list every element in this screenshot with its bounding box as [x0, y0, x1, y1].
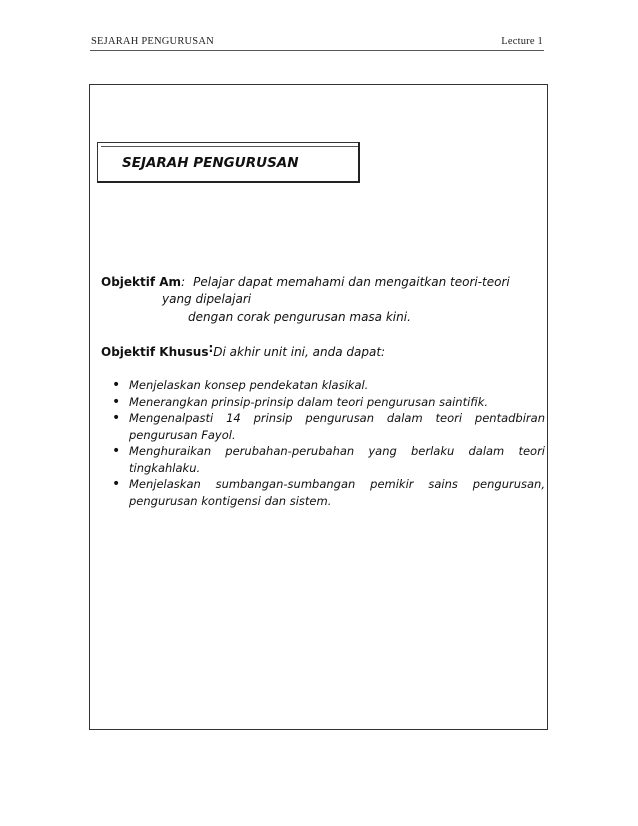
objektif-am-label: Objektif Am — [101, 275, 182, 289]
header-lecture: Lecture 1 — [501, 36, 543, 47]
objektif-am-line1: Pelajar dapat memahami dan mengaitkan teori-teori — [193, 275, 510, 289]
list-item: • Menghuraikan perubahan-perubahan yang berlaku dalam teori tingkahlaku. — [112, 443, 545, 476]
list-item: • Menjelaskan konsep pendekatan klasikal. — [112, 377, 545, 394]
objektif-khusus — [101, 341, 386, 359]
header-title: SEJARAH PENGURUSAN — [91, 36, 214, 47]
list-item: • Menerangkan prinsip-prinsip dalam teori pengurusan saintifik. — [112, 394, 545, 411]
title-box — [97, 142, 360, 183]
objektif-am-colon: : — [181, 275, 186, 289]
objektif-khusus-label: Objektif Khusus — [101, 345, 209, 359]
page-header — [90, 36, 544, 51]
page-title: SEJARAH PENGURUSAN — [122, 155, 299, 171]
objektif-khusus-colon: : — [208, 341, 214, 355]
objektif-am-line3: dengan corak pengurusan masa kini. — [188, 310, 411, 324]
list-item: • Mengenalpasti 14 prinsip pengurusan dalam teori pentadbiran pengurusan Fayol. — [112, 410, 545, 443]
objektif-am-line2: yang dipelajari — [162, 292, 252, 306]
objektif-am — [101, 274, 510, 324]
objectives-list — [112, 377, 545, 509]
objektif-khusus-text: Di akhir unit ini, anda dapat: — [213, 345, 386, 359]
list-item: • Menjelaskan sumbangan-sumbangan pemikir sains pengurusan, pengurusan kontigensi dan sistem. — [112, 476, 545, 509]
